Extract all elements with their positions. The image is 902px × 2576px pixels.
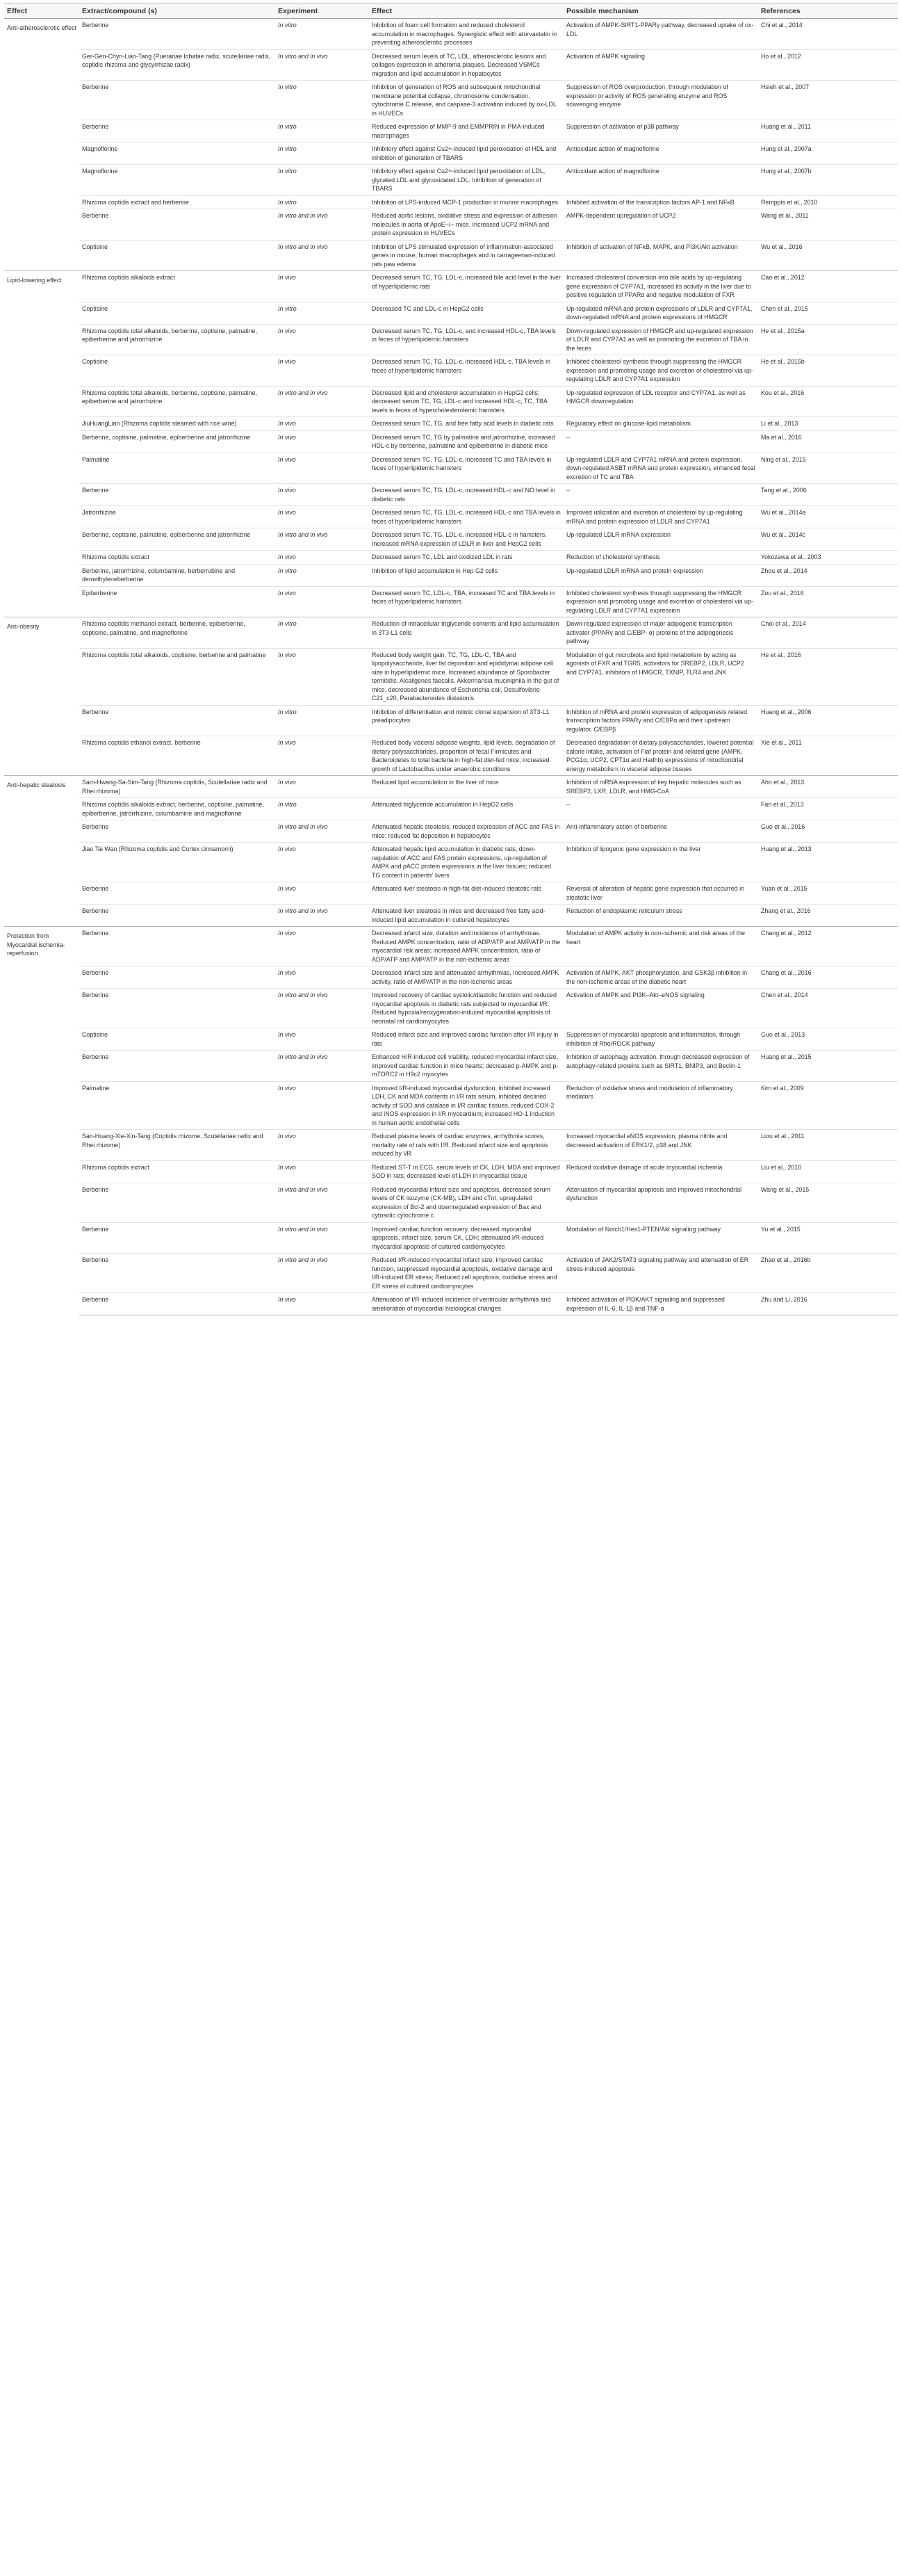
effect-detail-cell: Decreased infarct size, duration and incidence of arrhythmias. Reduced AMPK concentration, ratio of ADP/ATP and AMP/ATP in the myocardial risk areas; increased AMPK concentration, ratio of ADP/ATP and AMP/ATP in the non-ischemic areas — [369, 927, 564, 966]
experiment-cell: In vitro and in vivo — [275, 1222, 369, 1254]
compound-cell: JiuHuangLian (Rhizoma coptidis steamed with rice wine) — [79, 417, 275, 431]
reference-cell: Wu et al., 2016 — [758, 240, 898, 271]
experiment-cell: In vivo — [275, 1293, 369, 1315]
reference-cell: Remppis et al., 2010 — [758, 195, 898, 209]
mechanism-cell: – — [564, 430, 758, 453]
mechanism-cell: Activation of AMPK, AKT phosphorylation, and GSK3β inhibition in the non-ischemic areas of the diabetic heart — [564, 966, 758, 989]
reference-cell: Hung et al., 2007b — [758, 165, 898, 196]
experiment-cell: In vitro and in vivo — [275, 49, 369, 81]
reference-cell: Zhou et al., 2014 — [758, 564, 898, 586]
reference-cell: Chen et al., 2014 — [758, 989, 898, 1028]
experiment-cell: In vitro — [275, 165, 369, 196]
reference-cell: Wu et al., 2014a — [758, 506, 898, 528]
mechanism-cell: Up-regulated expression of LDL receptor and CYP7A1, as well as HMGCR downregulation — [564, 386, 758, 417]
experiment-cell: In vivo — [275, 453, 369, 484]
table-row — [4, 355, 898, 387]
mechanism-cell: Activation of AMPK signaling — [564, 49, 758, 81]
mechanism-cell: Activation of AMPK and PI3K–Akt–eNOS signaling — [564, 989, 758, 1028]
effect-detail-cell: Reduced expression of MMP-9 and EMMPRIN in PMA-induced macrophages — [369, 120, 564, 143]
compound-cell: Berberine — [79, 705, 275, 736]
mechanism-cell: Reduction of endoplasmic reticulum stress — [564, 905, 758, 927]
reference-cell: Hsieh et al., 2007 — [758, 81, 898, 120]
experiment-cell: In vivo — [275, 417, 369, 431]
table-row — [4, 586, 898, 617]
mechanism-cell: Activation of AMPK-SIRT1-PPARγ pathway, decreased uptake of ox-LDL — [564, 19, 758, 50]
mechanism-cell: Inhibited cholesterol synthesis through suppressing the HMGCR expression and promoting usage and excretion of cholesterol via up-regulating LDLR and CYP7A1 expression — [564, 586, 758, 617]
compound-cell: Rhizoma coptidis methanol extract, berberine, epiberberine, coptisine, palmatine, and magnoflorine — [79, 617, 275, 649]
effect-detail-cell: Decreased serum TC, LDL-c, TBA, increased TC and TBA levels in feces of hyperlipidemic hamsters — [369, 586, 564, 617]
experiment-cell: In vitro and in vivo — [275, 528, 369, 551]
experiment-cell: In vivo — [275, 271, 369, 302]
mechanism-cell: Inhibited activation of the transcription factors AP-1 and NFκB — [564, 195, 758, 209]
effect-detail-cell: Decreased serum TC, TG, LDL-c, increased HDL-c, TBA levels in feces of hyperlipidemic hamsters — [369, 355, 564, 387]
effect-detail-cell: Inhibition of foam cell formation and reduced cholesterol accumulation in macrophages. Synergistic effect with atorvastatin in preventing atherosclerotic processes — [369, 19, 564, 50]
table-row — [4, 49, 898, 81]
effect-category-cell: Anti-obesity — [4, 617, 79, 776]
table-row — [4, 843, 898, 882]
compound-cell: Berberine — [79, 905, 275, 927]
effect-detail-cell: Improved recovery of cardiac systolic/diastolic function and reduced myocardial apoptosis in diabetic rats subjected to myocardial I/R. Reduced hypoxia/reoxygenation-induced myocardial apoptosis of neonatal rat cardiomyocytes — [369, 989, 564, 1028]
compound-cell: Coptisine — [79, 302, 275, 324]
header-references: References — [758, 3, 898, 19]
reference-cell: Wu et al., 2014c — [758, 528, 898, 551]
effect-detail-cell: Attenuated liver steatosis in high-fat diet-induced steatotic rats — [369, 882, 564, 905]
mechanism-cell: Inhibited cholesterol synthesis through suppressing the HMGCR expression and promoting usage and excretion of cholesterol via up-regulating LDLR and CYP7A1 expression — [564, 355, 758, 387]
experiment-cell: In vivo — [275, 1160, 369, 1183]
reference-cell: Chen et al., 2015 — [758, 302, 898, 324]
mechanism-cell: Up-regulated LDLR mRNA and protein expression — [564, 564, 758, 586]
table-row — [4, 165, 898, 196]
effect-detail-cell: Reduced plasma levels of cardiac enzymes, arrhythmia scores, mortality rate of rats with I/R. Reduced infarct size and apoptosis induced by I/R — [369, 1130, 564, 1161]
table-row — [4, 209, 898, 241]
table-row — [4, 417, 898, 431]
reference-cell: Liou et al., 2011 — [758, 1130, 898, 1161]
effect-detail-cell: Improved I/R-induced myocardial dysfunction, inhibited increased LDH, CK and MDA contents in I/R rats serum, inhibited declined activity of SOD and catalase in I/R cardiac tissues, reduced COX-2 and iNOS expression in I/R myocardium; increased HO-1 induction in human aortic endothelial cells — [369, 1081, 564, 1130]
compound-cell: Berberine — [79, 1183, 275, 1222]
table-body — [4, 19, 898, 1315]
effect-detail-cell: Attenuation of I/R-induced incidence of ventricular arrhythmia and amelioration of myocardial histological changes — [369, 1293, 564, 1315]
effect-category-cell: Protection from Myocardial ischemia-reperfusion — [4, 927, 79, 1315]
data-table — [4, 3, 898, 1315]
effect-detail-cell: Attenuated triglyceride accumulation in HepG2 cells — [369, 798, 564, 820]
compound-cell: Rhizoma coptidis ethanol extract, berberine — [79, 736, 275, 776]
table-header — [4, 3, 898, 19]
mechanism-cell: Inhibition of activation of NFκB, MAPK, and PI3K/Akt activation — [564, 240, 758, 271]
compound-cell: Berberine — [79, 1222, 275, 1254]
experiment-cell: In vitro — [275, 81, 369, 120]
mechanism-cell: Anti-inflammatory action of berberine — [564, 820, 758, 843]
table-row — [4, 324, 898, 355]
compound-cell: Jiao Tai Wan (Rhizoma coptidis and Cortex cinnamomi) — [79, 843, 275, 882]
experiment-cell: In vivo — [275, 776, 369, 798]
compound-cell: Rhizoma coptidis alkaloids extract, berberine, coptisine, palmatine, epiberberine, jatrorrhizine, columbamine and magnoflorine — [79, 798, 275, 820]
effect-detail-cell: Attenuated hepatic steatosis, reduced expression of ACC and FAS in mice; reduced fat deposition in hepatocytes — [369, 820, 564, 843]
mechanism-cell: Suppression of myocardial apoptosis and inflammation, through inhibition of Rho/ROCK pathway — [564, 1028, 758, 1051]
table-row — [4, 81, 898, 120]
experiment-cell: In vivo — [275, 586, 369, 617]
reference-cell: Cao et al., 2012 — [758, 271, 898, 302]
compound-cell: Rhizoma coptidis extract — [79, 1160, 275, 1183]
table-row — [4, 551, 898, 565]
reference-cell: Huang et al., 2006 — [758, 705, 898, 736]
table-row — [4, 1051, 898, 1082]
effect-detail-cell: Decreased serum TC, TG, LDL-c, increased HDL-c and TBA levels in feces of hyperlipidemic hamsters — [369, 506, 564, 528]
mechanism-cell: Inhibition of mRNA expression of key hepatic molecules such as SREBP2, LXR, LDLR, and HMG-CoA — [564, 776, 758, 798]
experiment-cell: In vivo — [275, 1028, 369, 1051]
mechanism-cell: Reduced oxidative damage of acute myocardial ischemia — [564, 1160, 758, 1183]
table-row — [4, 1222, 898, 1254]
compound-cell: Magnoflorine — [79, 143, 275, 165]
experiment-cell: In vitro — [275, 120, 369, 143]
compound-cell: Berberine — [79, 989, 275, 1028]
header-experiment: Experiment — [275, 3, 369, 19]
table-row — [4, 882, 898, 905]
effect-detail-cell: Reduced aortic lesions, oxidative stress and expression of adhesion molecules in aorta of ApoE−/− mice. Increased UCP2 mRNA and protein expression in HUVECs — [369, 209, 564, 241]
experiment-cell: In vitro — [275, 302, 369, 324]
table-row — [4, 143, 898, 165]
table-row — [4, 240, 898, 271]
effect-category-cell: Anti-hepatic steatosis — [4, 776, 79, 927]
effect-detail-cell: Decreased serum TC, TG, LDL-c, increased HDL-c in hamsters. Increased mRNA expression of LDLR in liver and HepG2 cells — [369, 528, 564, 551]
experiment-cell: In vitro and in vivo — [275, 386, 369, 417]
compound-cell: Coptisine — [79, 240, 275, 271]
experiment-cell: In vivo — [275, 355, 369, 387]
table-row — [4, 905, 898, 927]
compound-cell: Ger-Gen-Chyn-Lian-Tang (Puerariae lobatae radix, scutellariae radix, coptidis rhizoma and glycyrrhizae radix) — [79, 49, 275, 81]
effect-detail-cell: Decreased infarct size and attenuated arrhythmias. Increased AMPK activity, ratio of AMP/ATP in the non-ischemic areas — [369, 966, 564, 989]
reference-cell: Guo et al., 2016 — [758, 820, 898, 843]
experiment-cell: In vitro — [275, 19, 369, 50]
reference-cell: Yokozawa et al., 2003 — [758, 551, 898, 565]
compound-cell: Berberine — [79, 1051, 275, 1082]
effect-detail-cell: Reduced infarct size and improved cardiac function after I/R injury in rats — [369, 1028, 564, 1051]
compound-cell: Rhizoma coptidis total alkaloids, berberine, coptisine, palmatine, epiberberine and jatrorrhizine — [79, 386, 275, 417]
compound-cell: Berberine — [79, 966, 275, 989]
effect-detail-cell: Reduced body weight gain, TC, TG, LDL-C, TBA and lipopolysaccharide, liver fat deposition and epididymal adipose cell size in hyperlipidemic mice. Increased abundance of Sporobacter termitidis, Alcaligenes faecalis, Akkermansia muciniphila in the gut of mice, decreased abundance of Escherichia coli, Desulfovibrio C21_c20, Parabacteroides distasonis — [369, 648, 564, 705]
mechanism-cell: Suppression of ROS overproduction, through modulation of expression or activity of ROS generating enzyme and ROS scavenging enzyme — [564, 81, 758, 120]
table-row — [4, 1160, 898, 1183]
reference-cell: Kou et al., 2016 — [758, 386, 898, 417]
table-row — [4, 798, 898, 820]
table-row — [4, 776, 898, 798]
table-row — [4, 1293, 898, 1315]
experiment-cell: In vivo — [275, 882, 369, 905]
compound-cell: Berberine — [79, 484, 275, 506]
reference-cell: Chang et al., 2012 — [758, 927, 898, 966]
mechanism-cell: Modulation of gut microbiota and lipid metabolism by acting as agonists of FXR and TGR5, activators for SREBP2, LDLR, UCP2 and CYP7A1, inhibitors of HMGCR, TXNIP, TLR4 and JNK — [564, 648, 758, 705]
reference-cell: He et al., 2016 — [758, 648, 898, 705]
compound-cell: Coptisine — [79, 355, 275, 387]
effect-detail-cell: Reduced ST-T in ECG, serum levels of CK, LDH, MDA and improved SOD in rats; decreased level of LDH in myocardial tissue — [369, 1160, 564, 1183]
table-row — [4, 195, 898, 209]
mechanism-cell: Inhibition of autophagy activation, through decreased expression of autophagy-related proteins such as SIRT1, BNIP3, and Beclin-1 — [564, 1051, 758, 1082]
reference-cell: Hung et al., 2007a — [758, 143, 898, 165]
compound-cell: Rhizoma coptidis total alkaloids, coptisine, berberine and palmatine — [79, 648, 275, 705]
mechanism-cell: Improved utilization and excretion of cholesterol by up-regulating mRNA and protein expression of LDLR and CYP7A1 — [564, 506, 758, 528]
experiment-cell: In vitro — [275, 617, 369, 649]
effect-detail-cell: Inhibition of LPS-induced MCP-1 production in murine macrophages — [369, 195, 564, 209]
effect-detail-cell: Enhanced H/R-induced cell viability, reduced myocardial infarct size, improved cardiac function in mice hearts; decreased p-AMPK and p-mTORC2 in H9c2 myocytes — [369, 1051, 564, 1082]
reference-cell: Huang et al., 2015 — [758, 1051, 898, 1082]
reference-cell: Ahn et al., 2013 — [758, 776, 898, 798]
table-row — [4, 120, 898, 143]
effect-detail-cell: Decreased serum TC, TG, LDL-c, increased TC and TBA levels in feces of hyperlipidemic hamsters — [369, 453, 564, 484]
table-row — [4, 430, 898, 453]
mechanism-cell: Reduction of cholesterol synthesis — [564, 551, 758, 565]
reference-cell: He et al., 2015a — [758, 324, 898, 355]
mechanism-cell: Suppression of activation of p38 pathway — [564, 120, 758, 143]
reference-cell: Chang et al., 2016 — [758, 966, 898, 989]
effect-detail-cell: Reduced I/R-induced myocardial infarct size, improved cardiac function, suppressed myocardial apoptosis, oxidative damage and I/R-induced ER stress; Reduced cell apoptosis, oxidative stress and ER stress of cultured cardiomyocytes — [369, 1254, 564, 1293]
effect-detail-cell: Inhibition of generation of ROS and subsequent mitochondrial membrane potential collapse, chromosome condensation, cytochrome C release, and caspase-3 activation induced by ox-LDL in HUVECs — [369, 81, 564, 120]
effect-detail-cell: Inhibitory effect against Cu2+-induced lipid peroxidation of HDL and inhibition of generation of TBARS — [369, 143, 564, 165]
effect-detail-cell: Reduced body visceral adipose weights, lipid levels, degradation of dietary polysaccharides, proportion of fecal Firmicutes and Bacteroidetes to total bacteria in high-fat diet-fed mice; increased growth of Lactobacillus under anaerobic conditions — [369, 736, 564, 776]
compound-cell: Berberine — [79, 209, 275, 241]
compound-cell: Epiberberine — [79, 586, 275, 617]
compound-cell: Rhizoma coptidis extract and berberine — [79, 195, 275, 209]
effect-detail-cell: Inhibitory effect against Cu2+-induced lipid peroxidation of LDL, glycated LDL and glycoxidated LDL. Inhibition of generation of TBARS — [369, 165, 564, 196]
reference-cell: Fan et al., 2013 — [758, 798, 898, 820]
reference-cell: Zou et al., 2016 — [758, 586, 898, 617]
experiment-cell: In vitro — [275, 143, 369, 165]
effect-detail-cell: Reduced myocardial infarct size and apoptosis, decreased serum levels of CK isozyme (CK-MB), LDH and cTnI, upregulated expression of Bcl-2 and downregulated expression of Bax and cytosolic cytochrome c — [369, 1183, 564, 1222]
header-compound: Extract/compound (s) — [79, 3, 275, 19]
mechanism-cell: Attenuation of myocardial apoptosis and improved mitochondrial dysfunction — [564, 1183, 758, 1222]
effect-detail-cell: Decreased serum levels of TC, LDL, atherosclerotic lesions and collagen expression in atheroma plaques. Decreased VSMCs migration and lipid accumulation in hepatocytes — [369, 49, 564, 81]
reference-cell: Kim et al., 2009 — [758, 1081, 898, 1130]
effect-detail-cell: Inhibition of lipid accumulation in Hep G2 cells — [369, 564, 564, 586]
table-row — [4, 271, 898, 302]
compound-cell: Berberine — [79, 19, 275, 50]
experiment-cell: In vivo — [275, 506, 369, 528]
reference-cell: Zhang et al., 2016 — [758, 905, 898, 927]
compound-cell: Berberine, coptisine, palmatine, epiberberine and jatrorrhizine — [79, 430, 275, 453]
experiment-cell: In vitro and in vivo — [275, 905, 369, 927]
experiment-cell: In vitro — [275, 564, 369, 586]
reference-cell: Zhao et al., 2016b — [758, 1254, 898, 1293]
effect-detail-cell: Reduced lipid accumulation in the liver of mice — [369, 776, 564, 798]
experiment-cell: In vitro — [275, 195, 369, 209]
table-row — [4, 966, 898, 989]
effect-detail-cell: Decreased serum TC, TG by palmatine and jatrorrhizine, increased HDL-c by berberine, palmatine and epiberberine in diabetic mice — [369, 430, 564, 453]
reference-cell: Li et al., 2013 — [758, 417, 898, 431]
mechanism-cell: Reversal of alteration of hepatic gene expression that occurred in steatotic liver — [564, 882, 758, 905]
effect-detail-cell: Decreased serum TC, TG, LDL-c, increased bile acid level in the liver of hyperlipidemic rats — [369, 271, 564, 302]
reference-cell: Chi et al., 2014 — [758, 19, 898, 50]
mechanism-cell: Up-regulated mRNA and protein expressions of LDLR and CYP7A1, down-regulated mRNA and protein expressions of HMGCR — [564, 302, 758, 324]
compound-cell: Berberine — [79, 81, 275, 120]
reference-cell: Choi et al., 2014 — [758, 617, 898, 649]
table-row — [4, 1081, 898, 1130]
header-effect: Effect — [4, 3, 79, 19]
table-row — [4, 302, 898, 324]
experiment-cell: In vitro and in vivo — [275, 240, 369, 271]
table-row — [4, 506, 898, 528]
compound-cell: Berberine, coptisine, palmatine, epiberberine and jatrorrhizine — [79, 528, 275, 551]
effect-detail-cell: Decreased serum TC, TG, and free fatty acid levels in diabetic rats — [369, 417, 564, 431]
table-row — [4, 820, 898, 843]
table-row — [4, 648, 898, 705]
experiment-cell: In vitro and in vivo — [275, 1254, 369, 1293]
experiment-cell: In vitro and in vivo — [275, 989, 369, 1028]
effect-category-cell: Lipid-lowering effect — [4, 271, 79, 617]
effect-detail-cell: Decreased TC and LDL-c in HepG2 cells — [369, 302, 564, 324]
mechanism-cell: Inhibited activation of PI3K/AKT signaling and suppressed expression of IL-6, IL-1β and TNF-α — [564, 1293, 758, 1315]
compound-cell: Palmatine — [79, 453, 275, 484]
experiment-cell: In vivo — [275, 966, 369, 989]
effect-detail-cell: Decreased serum TC, LDL and oxidized LDL in rats — [369, 551, 564, 565]
compound-cell: Berberine — [79, 1254, 275, 1293]
mechanism-cell: Down-regulated expression of major adipogenic transcription activator (PPARγ and C/EBP- α) proteins of the adipogenesis pathway — [564, 617, 758, 649]
header-mechanism: Possible mechanism — [564, 3, 758, 19]
table-row — [4, 528, 898, 551]
table-row — [4, 989, 898, 1028]
experiment-cell: In vivo — [275, 430, 369, 453]
table-row — [4, 453, 898, 484]
compound-cell: Magnoflorine — [79, 165, 275, 196]
reference-cell: Tang et al., 2006 — [758, 484, 898, 506]
mechanism-cell: Increased cholesterol conversion into bile acids by up-regulating gene expression of CYP7A1, increased its activity in the liver due to positive regulation of PPARα and negative modulation of FXR — [564, 271, 758, 302]
reference-cell: Ning et al., 2015 — [758, 453, 898, 484]
effect-detail-cell: Decreased serum TC, TG, LDL-c, and increased HDL-c, TBA levels in feces of hyperlipidemic hamsters — [369, 324, 564, 355]
reference-cell: Liu et al., 2010 — [758, 1160, 898, 1183]
compound-cell: Berberine — [79, 820, 275, 843]
table-row — [4, 1254, 898, 1293]
effect-category-cell: Anti-atherosclerotic effect — [7, 24, 76, 31]
effect-detail-cell: Attenuated liver steatosis in mice and decreased free fatty acid-induced lipid accumulation in cultured hepatocytes — [369, 905, 564, 927]
effect-detail-cell: Decreased serum TC, TG, LDL-c, increased HDL-c and NO level in diabetic rats — [369, 484, 564, 506]
compound-cell: Berberine, jatrorrhizine, columbamine, berberrubine and demethyleneberberine — [79, 564, 275, 586]
reference-cell: Wang et al., 2015 — [758, 1183, 898, 1222]
compound-cell: Sam-Hwang-Sa-Sim-Tang (Rhizoma coptidis, Scutellariae radix and Rhei rhizoma) — [79, 776, 275, 798]
compound-cell: Berberine — [79, 1293, 275, 1315]
mechanism-cell: – — [564, 484, 758, 506]
table-row — [4, 736, 898, 776]
reference-cell: He et al., 2015b — [758, 355, 898, 387]
reference-cell: Zhu and Li, 2016 — [758, 1293, 898, 1315]
compound-cell: Palmatine — [79, 1081, 275, 1130]
experiment-cell: In vivo — [275, 648, 369, 705]
mechanism-cell: AMPK-dependent upregulation of UCP2 — [564, 209, 758, 241]
experiment-cell: In vitro — [275, 798, 369, 820]
compound-cell: Berberine — [79, 120, 275, 143]
table-row — [4, 1028, 898, 1051]
experiment-cell: In vivo — [275, 843, 369, 882]
mechanism-cell: Reduction of oxidative stress and modulation of inflammatory mediators — [564, 1081, 758, 1130]
table-row — [4, 1130, 898, 1161]
effect-detail-cell: Attenuated hepatic lipid accumulation in diabetic rats, down-regulation of ACC and FAS protein expressions, up-regulation of AMPK and pACC protein expressions in the liver tissues; reduced TG content in patients' livers — [369, 843, 564, 882]
reference-cell: Ho et al., 2012 — [758, 49, 898, 81]
experiment-cell: In vivo — [275, 551, 369, 565]
effect-detail-cell: Improved cardiac function recovery, decreased myocardial apoptosis, infarct size, serum CK, LDH; attenuated I/R-induced myocardial apoptosis of cultured cardiomyocytes — [369, 1222, 564, 1254]
reference-cell: Yu et al., 2015 — [758, 1222, 898, 1254]
compound-cell: Rhizoma coptidis total alkaloids, berberine, coptisine, palmatine, epiberberine and jatrorrhizine — [79, 324, 275, 355]
compound-cell: San-Huang-Xie-Xin-Tang (Coptidis rhizome, Scutellariae radix and Rhei rhizome) — [79, 1130, 275, 1161]
experiment-cell: In vivo — [275, 1081, 369, 1130]
mechanism-cell: Up-regulated LDLR mRNA expression — [564, 528, 758, 551]
effect-detail-cell: Inhibition of differentiation and mitotic clonal expansion of 3T3-L1 preadipocytes — [369, 705, 564, 736]
table-row — [4, 1183, 898, 1222]
experiment-cell: In vivo — [275, 324, 369, 355]
table-row — [4, 19, 898, 50]
mechanism-cell: Decreased degradation of dietary polysaccharides, lowered potential calorie intake, activation of Fiaf protein and related gene (AMPK, PCG1α, UCP2, CPT1α and Hadhb) expressions of mitochondrial energy metabolism in visceral adipose tissues — [564, 736, 758, 776]
experiment-cell: In vitro and in vivo — [275, 1051, 369, 1082]
reference-cell: Guo et al., 2013 — [758, 1028, 898, 1051]
mechanism-cell: Inhibition of mRNA and protein expression of adipogenesis related transcription factors PPARγ and C/EBPα and their upstream regulator, C/EBPβ — [564, 705, 758, 736]
effect-detail-cell: Reduction of intracellular triglyceride contents and lipid accumulation in 3T3-L1 cells — [369, 617, 564, 649]
experiment-cell: In vivo — [275, 484, 369, 506]
table-row — [4, 386, 898, 417]
experiment-cell: In vitro and in vivo — [275, 1183, 369, 1222]
effect-detail-cell: Inhibition of LPS stimulated expression of inflammation-associated genes in mouse, human macrophages and in carrageenan-induced rats paw edema — [369, 240, 564, 271]
table-row — [4, 484, 898, 506]
mechanism-cell: Down-regulated expression of HMGCR and up-regulated expression of LDLR and CYP7A1 as well as promoting the excretion of TBA in the feces — [564, 324, 758, 355]
table-row — [4, 927, 898, 966]
table-row — [4, 705, 898, 736]
reference-cell: Xie et al., 2011 — [758, 736, 898, 776]
compound-cell: Coptisine — [79, 1028, 275, 1051]
reference-cell: Ma et al., 2016 — [758, 430, 898, 453]
mechanism-cell: Up-regulated LDLR and CYP7A1 mRNA and protein expression, down-regulated ASBT mRNA and protein expression, enhanced fecal excretion of TC and TBA — [564, 453, 758, 484]
reference-cell: Huang et al., 2013 — [758, 843, 898, 882]
table-row — [4, 617, 898, 649]
table-row — [4, 564, 898, 586]
mechanism-cell: Inhibition of lipogenic gene expression in the liver — [564, 843, 758, 882]
compound-cell: Jatrorrhizine — [79, 506, 275, 528]
header-effect-detail: Effect — [369, 3, 564, 19]
mechanism-cell: Increased myocardial eNOS expression, plasma nitrite and decreased activation of ERK1/2, p38 and JNK — [564, 1130, 758, 1161]
mechanism-cell: Activation of JAK2/STAT3 signaling pathway and attenuation of ER stress-induced apoptosis — [564, 1254, 758, 1293]
experiment-cell: In vivo — [275, 736, 369, 776]
experiment-cell: In vitro and in vivo — [275, 820, 369, 843]
reference-cell: Huang et al., 2011 — [758, 120, 898, 143]
mechanism-cell: Regulatory effect on glucose-lipid metabolism — [564, 417, 758, 431]
mechanism-cell: – — [564, 798, 758, 820]
experiment-cell: In vitro and in vivo — [275, 209, 369, 241]
reference-cell: Wang et al., 2011 — [758, 209, 898, 241]
experiment-cell: In vitro — [275, 705, 369, 736]
compound-cell: Rhizoma coptidis extract — [79, 551, 275, 565]
effect-detail-cell: Decreased lipid and cholesterol accumulation in HepG2 cells; decreased serum TC, TG, LDL-c and increased HDL-c, TC, TBA levels in feces of hypercholesterolemic hamsters — [369, 386, 564, 417]
header-row — [4, 3, 898, 19]
compound-cell: Berberine — [79, 927, 275, 966]
compound-cell: Berberine — [79, 882, 275, 905]
mechanism-cell: Modulation of Notch1/Hes1-PTEN/Akt signaling pathway — [564, 1222, 758, 1254]
mechanism-cell: Antioxidant action of magnoflorine — [564, 165, 758, 196]
experiment-cell: In vivo — [275, 1130, 369, 1161]
mechanism-cell: Modulation of AMPK activity in non-ischemic and risk areas of the heart — [564, 927, 758, 966]
compound-cell: Rhizoma coptidis alkaloids extract — [79, 271, 275, 302]
mechanism-cell: Antioxidant action of magnoflorine — [564, 143, 758, 165]
experiment-cell: In vivo — [275, 927, 369, 966]
reference-cell: Yuan et al., 2015 — [758, 882, 898, 905]
